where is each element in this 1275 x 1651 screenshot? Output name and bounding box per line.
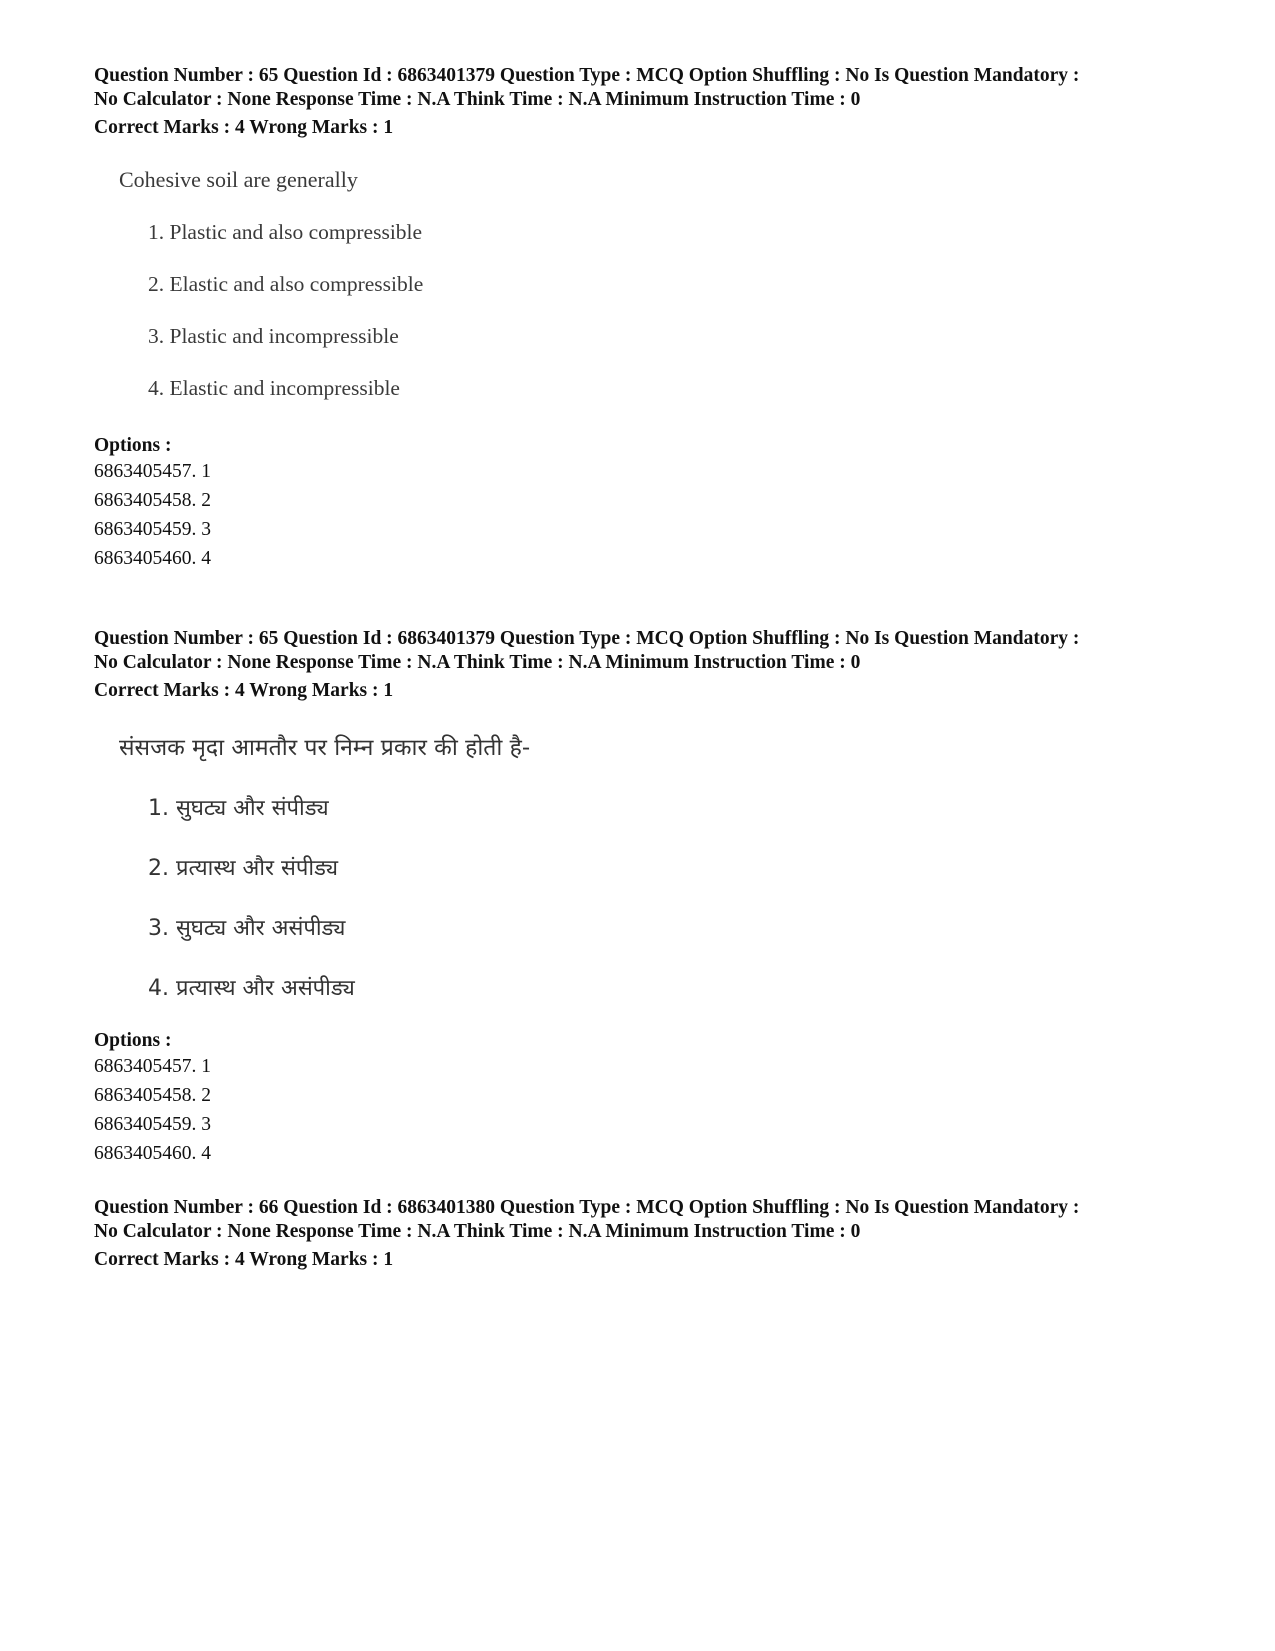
- question-meta-line-2: No Calculator : None Response Time : N.A Think Time : N.A Minimum Instruction Time : 0: [94, 89, 861, 110]
- option-3: 6863405459. 3: [94, 1114, 211, 1135]
- question-meta: [94, 627, 1214, 675]
- marks-line: Correct Marks : 4 Wrong Marks : 1: [94, 117, 394, 138]
- options-title: Options :: [94, 1030, 172, 1051]
- question-meta-line-2: No Calculator : None Response Time : N.A Think Time : N.A Minimum Instruction Time : 0: [94, 1221, 861, 1242]
- marks-line: Correct Marks : 4 Wrong Marks : 1: [94, 680, 394, 701]
- choice-1: 1. सुघट्य और संपीड्य: [148, 796, 329, 821]
- choice-3: 3. Plastic and incompressible: [148, 324, 399, 348]
- choice-4: 4. प्रत्यास्थ और असंपीड्य: [148, 976, 355, 1001]
- marks-line: Correct Marks : 4 Wrong Marks : 1: [94, 1249, 394, 1270]
- choice-4: 4. Elastic and incompressible: [148, 376, 400, 400]
- question-block-65-en: [94, 64, 1214, 573]
- question-meta: [94, 1196, 1214, 1244]
- choice-1: 1. Plastic and also compressible: [148, 220, 423, 244]
- question-block-65-hi: [94, 627, 1214, 1168]
- question-meta-line-1: Question Number : 65 Question Id : 6863401379 Question Type : MCQ Option Shuffling : No Is Question Mandatory :: [94, 628, 1080, 649]
- option-1: 6863405457. 1: [94, 461, 211, 482]
- question-meta: [94, 64, 1214, 112]
- question-stem: संसजक मृदा आमतौर पर निम्न प्रकार की होती है-: [119, 735, 531, 761]
- option-4: 6863405460. 4: [94, 1143, 211, 1164]
- option-4: 6863405460. 4: [94, 548, 211, 569]
- question-meta-line-1: Question Number : 65 Question Id : 6863401379 Question Type : MCQ Option Shuffling : No Is Question Mandatory :: [94, 65, 1080, 86]
- option-2: 6863405458. 2: [94, 1085, 211, 1106]
- question-meta-line-2: No Calculator : None Response Time : N.A Think Time : N.A Minimum Instruction Time : 0: [94, 652, 861, 673]
- option-2: 6863405458. 2: [94, 490, 211, 511]
- options-title: Options :: [94, 435, 172, 456]
- choice-2: 2. प्रत्यास्थ और संपीड्य: [148, 856, 338, 881]
- question-meta-line-1: Question Number : 66 Question Id : 6863401380 Question Type : MCQ Option Shuffling : No Is Question Mandatory :: [94, 1197, 1080, 1218]
- question-block-66: [94, 1196, 1214, 1271]
- choice-2: 2. Elastic and also compressible: [148, 272, 424, 296]
- question-stem: Cohesive soil are generally: [119, 167, 358, 192]
- option-3: 6863405459. 3: [94, 519, 211, 540]
- choice-3: 3. सुघट्य और असंपीड्य: [148, 916, 346, 941]
- option-1: 6863405457. 1: [94, 1056, 211, 1077]
